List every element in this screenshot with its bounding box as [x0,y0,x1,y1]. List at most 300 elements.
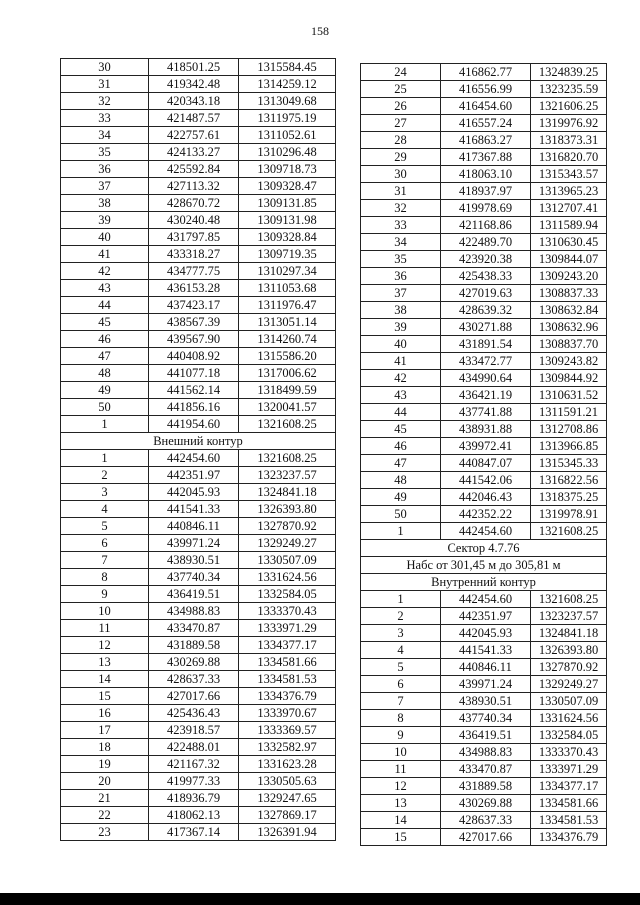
y-coordinate: 1334581.53 [531,812,607,829]
point-number: 32 [61,93,149,110]
x-coordinate: 419978.69 [441,200,531,217]
table-row [361,829,607,846]
x-coordinate: 420343.18 [149,93,239,110]
point-number: 22 [61,807,149,824]
table-row [61,586,336,603]
y-coordinate: 1319978.91 [531,506,607,523]
x-coordinate: 430269.88 [441,795,531,812]
x-coordinate: 442454.60 [149,450,239,467]
table-row [61,722,336,739]
y-coordinate: 1333970.67 [239,705,336,722]
y-coordinate: 1313966.85 [531,438,607,455]
x-coordinate: 441541.33 [149,501,239,518]
point-number: 29 [361,149,441,166]
page-number: 158 [311,24,329,38]
table-row [61,501,336,518]
x-coordinate: 436153.28 [149,280,239,297]
point-number: 17 [61,722,149,739]
y-coordinate: 1318499.59 [239,382,336,399]
y-coordinate: 1334376.79 [239,688,336,705]
section-header-row [361,574,607,591]
point-number: 38 [361,302,441,319]
y-coordinate: 1315345.33 [531,455,607,472]
y-coordinate: 1330505.63 [239,773,336,790]
table-row [61,688,336,705]
table-row [61,212,336,229]
table-row [61,59,336,76]
y-coordinate: 1326391.94 [239,824,336,841]
y-coordinate: 1313051.14 [239,314,336,331]
point-number: 2 [361,608,441,625]
point-number: 47 [61,348,149,365]
table-row [361,727,607,744]
table-row [61,552,336,569]
point-number: 5 [61,518,149,535]
y-coordinate: 1333971.29 [239,620,336,637]
point-number: 18 [61,739,149,756]
x-coordinate: 440408.92 [149,348,239,365]
coordinates-table-left [60,58,336,841]
table-row [361,353,607,370]
table-row [361,336,607,353]
table-row [61,756,336,773]
y-coordinate: 1334581.66 [531,795,607,812]
table-row [361,319,607,336]
y-coordinate: 1324839.25 [531,64,607,81]
y-coordinate: 1329249.27 [531,676,607,693]
y-coordinate: 1327870.92 [239,518,336,535]
point-number: 44 [361,404,441,421]
point-number: 32 [361,200,441,217]
y-coordinate: 1320041.57 [239,399,336,416]
point-number: 33 [361,217,441,234]
y-coordinate: 1309844.07 [531,251,607,268]
x-coordinate: 442045.93 [441,625,531,642]
y-coordinate: 1324841.18 [531,625,607,642]
table-row [361,251,607,268]
x-coordinate: 438567.39 [149,314,239,331]
point-number: 43 [361,387,441,404]
x-coordinate: 437740.34 [149,569,239,586]
y-coordinate: 1315586.20 [239,348,336,365]
x-coordinate: 439971.24 [441,676,531,693]
y-coordinate: 1334377.17 [239,637,336,654]
point-number: 44 [61,297,149,314]
point-number: 13 [361,795,441,812]
y-coordinate: 1310630.45 [531,234,607,251]
x-coordinate: 431797.85 [149,229,239,246]
y-coordinate: 1311589.94 [531,217,607,234]
table-row [61,76,336,93]
y-coordinate: 1311053.68 [239,280,336,297]
y-coordinate: 1309328.47 [239,178,336,195]
point-number: 7 [61,552,149,569]
x-coordinate: 423920.38 [441,251,531,268]
table-row [361,795,607,812]
y-coordinate: 1310296.48 [239,144,336,161]
table-row [361,166,607,183]
section-header-row [361,540,607,557]
x-coordinate: 442351.97 [441,608,531,625]
point-number: 26 [361,98,441,115]
section-header: Внутренний контур [361,574,607,591]
y-coordinate: 1314259.12 [239,76,336,93]
point-number: 9 [61,586,149,603]
x-coordinate: 440847.07 [441,455,531,472]
y-coordinate: 1312707.41 [531,200,607,217]
y-coordinate: 1332584.05 [531,727,607,744]
point-number: 46 [361,438,441,455]
y-coordinate: 1321606.25 [531,98,607,115]
point-number: 7 [361,693,441,710]
y-coordinate: 1311591.21 [531,404,607,421]
table-row [61,314,336,331]
table-row [361,710,607,727]
y-coordinate: 1334377.17 [531,778,607,795]
y-coordinate: 1326393.80 [239,501,336,518]
x-coordinate: 427113.32 [149,178,239,195]
x-coordinate: 433470.87 [149,620,239,637]
y-coordinate: 1312708.86 [531,421,607,438]
table-row [361,455,607,472]
table-row [361,523,607,540]
point-number: 39 [61,212,149,229]
table-row [361,132,607,149]
table-row [361,676,607,693]
point-number: 45 [61,314,149,331]
x-coordinate: 419977.33 [149,773,239,790]
point-number: 46 [61,331,149,348]
section-header-row [61,433,336,450]
y-coordinate: 1313965.23 [531,183,607,200]
point-number: 43 [61,280,149,297]
point-number: 4 [361,642,441,659]
coordinates-table-right [360,63,607,846]
y-coordinate: 1309243.82 [531,353,607,370]
point-number: 11 [61,620,149,637]
point-number: 42 [361,370,441,387]
y-coordinate: 1333370.43 [531,744,607,761]
table-row [61,603,336,620]
y-coordinate: 1327870.92 [531,659,607,676]
x-coordinate: 418936.79 [149,790,239,807]
y-coordinate: 1327869.17 [239,807,336,824]
y-coordinate: 1330507.09 [531,693,607,710]
point-number: 25 [361,81,441,98]
table-row [61,93,336,110]
x-coordinate: 416454.60 [441,98,531,115]
table-row [61,416,336,433]
table-row [361,200,607,217]
point-number: 3 [361,625,441,642]
table-row [61,620,336,637]
x-coordinate: 418062.13 [149,807,239,824]
point-number: 1 [361,523,441,540]
point-number: 35 [61,144,149,161]
table-row [61,518,336,535]
table-row [61,263,336,280]
y-coordinate: 1329247.65 [239,790,336,807]
point-number: 31 [61,76,149,93]
x-coordinate: 416862.77 [441,64,531,81]
point-number: 28 [361,132,441,149]
y-coordinate: 1309243.20 [531,268,607,285]
table-row [61,790,336,807]
point-number: 12 [61,637,149,654]
point-number: 6 [61,535,149,552]
x-coordinate: 427019.63 [441,285,531,302]
x-coordinate: 431889.58 [441,778,531,795]
point-number: 27 [361,115,441,132]
table-row [361,268,607,285]
point-number: 15 [61,688,149,705]
point-number: 23 [61,824,149,841]
table-row [361,404,607,421]
point-number: 14 [61,671,149,688]
x-coordinate: 421487.57 [149,110,239,127]
point-number: 1 [61,450,149,467]
x-coordinate: 423918.57 [149,722,239,739]
x-coordinate: 430240.48 [149,212,239,229]
y-coordinate: 1317006.62 [239,365,336,382]
x-coordinate: 428639.32 [441,302,531,319]
x-coordinate: 439971.24 [149,535,239,552]
x-coordinate: 438930.51 [441,693,531,710]
x-coordinate: 428670.72 [149,195,239,212]
x-coordinate: 416556.99 [441,81,531,98]
x-coordinate: 433470.87 [441,761,531,778]
point-number: 20 [61,773,149,790]
y-coordinate: 1309719.35 [239,246,336,263]
table-row [361,761,607,778]
table-row [61,127,336,144]
y-coordinate: 1309328.84 [239,229,336,246]
y-coordinate: 1311052.61 [239,127,336,144]
x-coordinate: 439567.90 [149,331,239,348]
x-coordinate: 441856.16 [149,399,239,416]
y-coordinate: 1311975.19 [239,110,336,127]
point-number: 42 [61,263,149,280]
y-coordinate: 1309844.92 [531,370,607,387]
x-coordinate: 437741.88 [441,404,531,421]
table-row [61,535,336,552]
point-number: 41 [361,353,441,370]
y-coordinate: 1333370.43 [239,603,336,620]
x-coordinate: 431889.58 [149,637,239,654]
y-coordinate: 1314260.74 [239,331,336,348]
point-number: 35 [361,251,441,268]
x-coordinate: 416863.27 [441,132,531,149]
table-row [61,144,336,161]
point-number: 37 [361,285,441,302]
x-coordinate: 442045.93 [149,484,239,501]
x-coordinate: 442454.60 [441,523,531,540]
x-coordinate: 421167.32 [149,756,239,773]
point-number: 11 [361,761,441,778]
x-coordinate: 428637.33 [441,812,531,829]
x-coordinate: 440846.11 [441,659,531,676]
table-row [61,297,336,314]
table-row [361,98,607,115]
x-coordinate: 422489.70 [441,234,531,251]
x-coordinate: 438931.88 [441,421,531,438]
x-coordinate: 441541.33 [441,642,531,659]
x-coordinate: 434777.75 [149,263,239,280]
table-row [61,348,336,365]
x-coordinate: 441077.18 [149,365,239,382]
y-coordinate: 1323235.59 [531,81,607,98]
point-number: 8 [61,569,149,586]
table-row [61,382,336,399]
y-coordinate: 1324841.18 [239,484,336,501]
point-number: 33 [61,110,149,127]
y-coordinate: 1330507.09 [239,552,336,569]
point-number: 5 [361,659,441,676]
table-row [361,778,607,795]
point-number: 2 [61,467,149,484]
x-coordinate: 428637.33 [149,671,239,688]
point-number: 19 [61,756,149,773]
x-coordinate: 436419.51 [441,727,531,744]
y-coordinate: 1316822.56 [531,472,607,489]
x-coordinate: 427017.66 [441,829,531,846]
table-row [361,472,607,489]
point-number: 45 [361,421,441,438]
y-coordinate: 1321608.25 [239,450,336,467]
y-coordinate: 1311976.47 [239,297,336,314]
point-number: 48 [61,365,149,382]
point-number: 14 [361,812,441,829]
table-row [61,229,336,246]
x-coordinate: 417367.14 [149,824,239,841]
y-coordinate: 1334581.66 [239,654,336,671]
x-coordinate: 430271.88 [441,319,531,336]
table-row [61,331,336,348]
table-row [361,744,607,761]
y-coordinate: 1333971.29 [531,761,607,778]
x-coordinate: 422488.01 [149,739,239,756]
table-row [61,110,336,127]
point-number: 9 [361,727,441,744]
table-row [61,637,336,654]
table-row [61,467,336,484]
scan-bottom-edge [0,893,640,905]
x-coordinate: 441562.14 [149,382,239,399]
point-number: 34 [61,127,149,144]
x-coordinate: 434990.64 [441,370,531,387]
y-coordinate: 1321608.25 [531,591,607,608]
x-coordinate: 433318.27 [149,246,239,263]
y-coordinate: 1315343.57 [531,166,607,183]
section-header: Набс от 301,45 м до 305,81 м [361,557,607,574]
table-row [361,812,607,829]
x-coordinate: 437740.34 [441,710,531,727]
y-coordinate: 1308837.33 [531,285,607,302]
y-coordinate: 1310297.34 [239,263,336,280]
y-coordinate: 1326393.80 [531,642,607,659]
table-row [361,285,607,302]
table-row [61,705,336,722]
point-number: 10 [61,603,149,620]
y-coordinate: 1309131.98 [239,212,336,229]
point-number: 1 [61,416,149,433]
x-coordinate: 441542.06 [441,472,531,489]
x-coordinate: 416557.24 [441,115,531,132]
x-coordinate: 436421.19 [441,387,531,404]
x-coordinate: 425592.84 [149,161,239,178]
table-row [61,450,336,467]
table-row [361,506,607,523]
y-coordinate: 1308632.84 [531,302,607,319]
y-coordinate: 1308632.96 [531,319,607,336]
point-number: 24 [361,64,441,81]
table-row [61,739,336,756]
y-coordinate: 1308837.70 [531,336,607,353]
point-number: 6 [361,676,441,693]
y-coordinate: 1318373.31 [531,132,607,149]
table-row [361,608,607,625]
y-coordinate: 1329249.27 [239,535,336,552]
point-number: 31 [361,183,441,200]
table-row [361,693,607,710]
x-coordinate: 439972.41 [441,438,531,455]
y-coordinate: 1331624.56 [239,569,336,586]
y-coordinate: 1310631.52 [531,387,607,404]
y-coordinate: 1332584.05 [239,586,336,603]
point-number: 50 [61,399,149,416]
y-coordinate: 1331624.56 [531,710,607,727]
x-coordinate: 440846.11 [149,518,239,535]
point-number: 49 [361,489,441,506]
y-coordinate: 1321608.25 [531,523,607,540]
x-coordinate: 434988.83 [149,603,239,620]
y-coordinate: 1319976.92 [531,115,607,132]
table-row [361,183,607,200]
y-coordinate: 1316820.70 [531,149,607,166]
table-row [361,625,607,642]
table-row [61,280,336,297]
table-row [361,302,607,319]
point-number: 10 [361,744,441,761]
x-coordinate: 431891.54 [441,336,531,353]
table-row [361,234,607,251]
table-row [61,178,336,195]
x-coordinate: 442352.22 [441,506,531,523]
x-coordinate: 418501.25 [149,59,239,76]
table-row [361,370,607,387]
table-row [361,217,607,234]
x-coordinate: 427017.66 [149,688,239,705]
table-row [61,824,336,841]
point-number: 40 [361,336,441,353]
y-coordinate: 1315584.45 [239,59,336,76]
table-row [61,399,336,416]
y-coordinate: 1321608.25 [239,416,336,433]
table-row [61,161,336,178]
point-number: 16 [61,705,149,722]
table-row [61,195,336,212]
point-number: 37 [61,178,149,195]
y-coordinate: 1309131.85 [239,195,336,212]
x-coordinate: 430269.88 [149,654,239,671]
point-number: 39 [361,319,441,336]
table-row [361,591,607,608]
table-row [361,149,607,166]
x-coordinate: 417367.88 [441,149,531,166]
x-coordinate: 418063.10 [441,166,531,183]
point-number: 4 [61,501,149,518]
x-coordinate: 425438.33 [441,268,531,285]
